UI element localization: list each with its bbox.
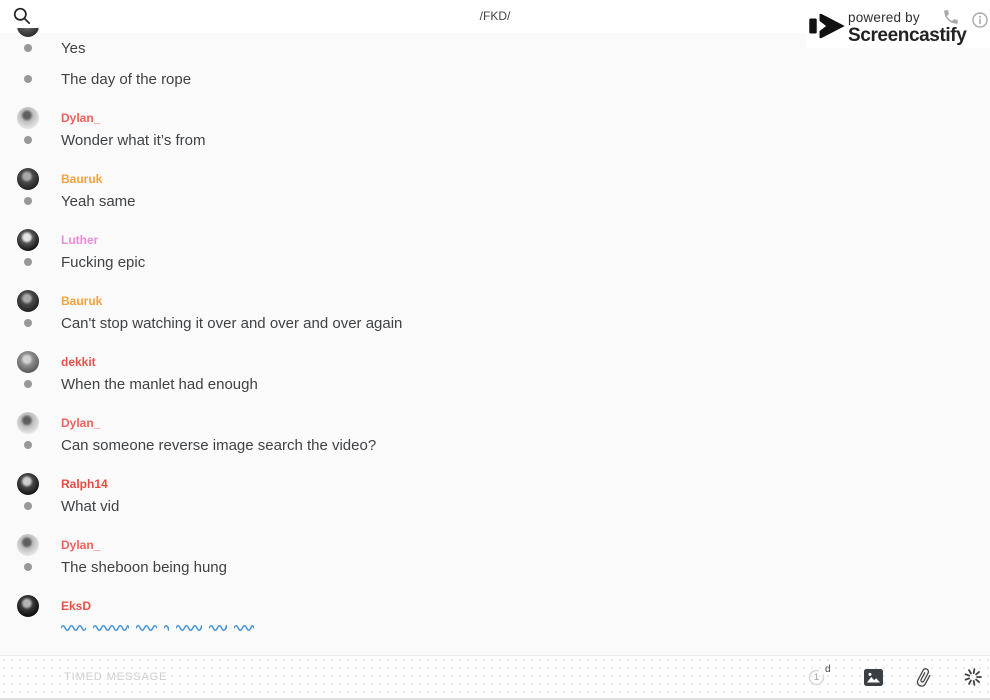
timer-value: 1 [813, 672, 820, 683]
delivered-dot-icon [24, 380, 32, 388]
message-row [24, 312, 990, 334]
message-group [0, 290, 990, 334]
message-group-head [17, 168, 990, 190]
message-row [24, 434, 990, 456]
username[interactable]: Dylan_ [61, 416, 101, 430]
message-input[interactable] [62, 670, 808, 684]
avatar[interactable] [17, 351, 39, 373]
username[interactable]: dekkit [61, 355, 96, 369]
phone-icon[interactable] [942, 8, 960, 31]
delivered-dot-icon [24, 563, 32, 571]
message-list[interactable] [0, 33, 990, 655]
message-text: Can't stop watching it over and over and over again [61, 314, 403, 332]
message-group [0, 229, 990, 273]
message-text: Yes [61, 39, 86, 57]
delivered-dot-icon [24, 258, 32, 266]
spinner-burst-icon[interactable] [964, 668, 982, 686]
message-group-head [17, 229, 990, 251]
message-text: Yeah same [61, 192, 136, 210]
avatar[interactable] [17, 412, 39, 434]
message-row [24, 373, 990, 395]
username[interactable]: Bauruk [61, 294, 103, 308]
message-group-head [17, 534, 990, 556]
message-group [0, 595, 990, 639]
message-group [0, 168, 990, 212]
username[interactable]: Dylan_ [61, 538, 101, 552]
attachment-icon[interactable] [913, 667, 934, 688]
message-group-head [17, 473, 990, 495]
username[interactable]: EksD [61, 599, 92, 613]
delivered-dot-icon [24, 319, 32, 327]
timer-duration-button[interactable] [808, 664, 834, 687]
message-row [24, 617, 990, 639]
avatar[interactable] [17, 534, 39, 556]
message-row [24, 190, 990, 212]
message-row [24, 495, 990, 517]
delivered-dot-icon [24, 75, 32, 83]
message-group-head [17, 412, 990, 434]
message-text: Fucking epic [61, 253, 146, 271]
timer-unit: d [825, 664, 831, 675]
message-group-head [17, 107, 990, 129]
delivered-dot-icon [24, 502, 32, 510]
message-group-head [17, 595, 990, 617]
composer-bar [0, 655, 990, 700]
delivered-dot-icon [24, 44, 32, 52]
username[interactable]: Bauruk [61, 172, 103, 186]
message-row [24, 556, 990, 578]
delivered-dot-icon [24, 136, 32, 144]
message-group [0, 412, 990, 456]
message-group [0, 534, 990, 578]
delivered-dot-icon [24, 441, 32, 449]
message-group [0, 351, 990, 395]
info-icon[interactable] [971, 11, 989, 34]
avatar[interactable] [17, 290, 39, 312]
message-group-head [17, 290, 990, 312]
message-row [24, 68, 990, 90]
message-text: When the manlet had enough [61, 375, 258, 393]
message-row [24, 251, 990, 273]
watermark-brand: Screencastify [848, 25, 967, 47]
avatar[interactable] [17, 595, 39, 617]
delivered-dot-icon [24, 197, 32, 205]
message-text: Can someone reverse image search the video? [61, 436, 377, 454]
watermark-powered-by: powered by [848, 9, 920, 25]
scribbled-message [61, 623, 254, 633]
username[interactable]: Luther [61, 233, 99, 247]
image-icon[interactable] [864, 669, 883, 686]
message-text: The day of the rope [61, 70, 192, 88]
message-text: The sheboon being hung [61, 558, 227, 576]
message-group-head [17, 351, 990, 373]
message-group [0, 107, 990, 151]
avatar[interactable] [17, 229, 39, 251]
avatar[interactable] [17, 168, 39, 190]
message-text: What vid [61, 497, 120, 515]
username[interactable]: Dylan_ [61, 111, 101, 125]
message-row [24, 129, 990, 151]
message-text: Wonder what it’s from [61, 131, 206, 149]
username[interactable]: Ralph14 [61, 477, 108, 491]
message-group [0, 473, 990, 517]
room-title: /FKD/ [479, 9, 511, 23]
avatar[interactable] [17, 107, 39, 129]
avatar[interactable] [17, 473, 39, 495]
